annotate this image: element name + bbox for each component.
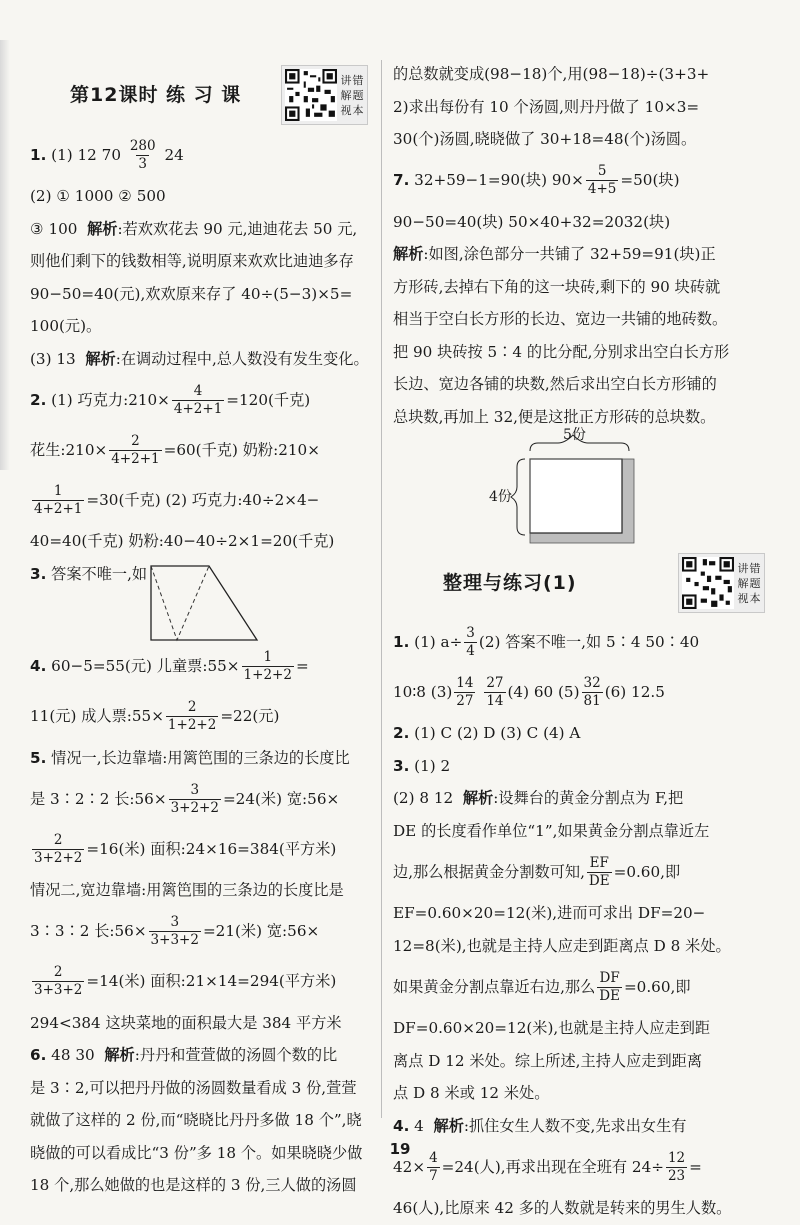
answer-line: 晓做的可以看成比“3 份”多 18 个。如果晓晓少做: [30, 1143, 363, 1162]
fraction: $\frac{3}{3+3+2}$: [150, 914, 199, 948]
answer-line: 11(元) 成人票:55× $\frac{2}{1+2+2}$ =22(元): [30, 699, 280, 733]
fraction: $\frac{3}{3+2+2}$: [170, 781, 219, 816]
answer-line: 是 3∶2∶2 长:56× $\frac{3}{3+2+2}$ =24(米) 宽:56×: [30, 781, 340, 816]
fraction: $\frac{4}{4+2+1}$: [173, 382, 223, 417]
answer-line: 90−50=40(元),欢欢原来存了 40÷(5−3)×5=: [30, 284, 353, 303]
diagram-side-label: 4份: [489, 489, 512, 505]
answer-line: 3. 答案不唯一,如: [30, 558, 368, 642]
answer-line: 2. (1) C (2) D (3) C (4) A: [393, 724, 581, 742]
review1-qr[interactable]: [678, 553, 765, 613]
answer-line: 1. (1) 12 70 $\frac{280}{3}$ 24: [30, 137, 184, 172]
answer-line: 90−50=40(块) 50×40+32=2032(块): [393, 212, 671, 231]
answer-line: 100(元)。: [30, 317, 102, 335]
qr-code-icon: [285, 69, 337, 121]
right-column: [393, 58, 765, 1225]
diagram-top-label: 5份: [563, 427, 586, 443]
fraction: $\frac{EF}{DE}$: [588, 854, 610, 889]
qr-label: 讲 解 视 错 题 本: [340, 73, 364, 117]
answer-line: DE 的长度看作单位“1”,如果黄金分割点靠近左: [393, 821, 710, 840]
answer-line: 7. 32+59−1=90(块) 90× $\frac{5}{4+5}$ =50(块): [393, 163, 680, 197]
page-edge-shadow: [0, 40, 10, 470]
fraction: $\frac{2}{3+3+2}$: [34, 964, 83, 998]
lesson12-title: 第12课时 练 习 课: [70, 83, 242, 106]
answer-line: ③ 100 解析 :若欢欢花去 90 元,迪迪花去 50 元,: [30, 219, 358, 238]
fraction: $\frac{5}{4+5}$: [587, 163, 617, 197]
column-divider: [381, 60, 382, 1118]
answer-line: 10∶8 (3) $\frac{14}{27}$ $\frac{27}{14}$ (4) 60 (5) $\frac{32}{81}$ (6) 12.5: [393, 674, 665, 709]
answer-line: 294<384 这块菜地的面积最大是 384 平方米: [30, 1013, 342, 1032]
answer-line: 30(个)汤圆,晓晓做了 30+18=48(个)汤圆。: [393, 130, 697, 148]
answer-line: 3. (1) 2: [393, 756, 451, 775]
answer-line: 如果黄金分割点靠近右边,那么 $\frac{DF}{DE}$ =0.60,即: [393, 969, 691, 1004]
trapezoid-figure: [149, 564, 259, 644]
answer-line: $\frac{2}{3+3+2}$ =14(米) 面积:21×14=294(平方米): [34, 964, 337, 998]
answer-line: 点 D 8 米或 12 米处。: [393, 1084, 550, 1102]
answer-line: 相当于空白长方形的长边、宽边一共铺的地砖数。: [393, 310, 728, 328]
answer-line: 2. (1) 巧克力:210× $\frac{4}{4+2+1}$ =120(千克): [30, 382, 311, 417]
answer-line: 是 3∶2,可以把丹丹做的汤圆数量看成 3 份,萱萱: [30, 1078, 357, 1097]
answer-line: 4. 4 解析 :抓住女生人数不变,先求出女生有: [393, 1116, 687, 1135]
answer-line: 1. (1) a÷ $\frac{3}{4}$ (2) 答案不唯一,如 5∶4 50∶40: [393, 624, 700, 659]
answer-line: 2)求出每份有 10 个汤圆,则丹丹做了 10×3=: [393, 97, 700, 116]
answer-line: 就做了这样的 2 份,而“晓晓比丹丹多做 18 个”,晓: [30, 1111, 362, 1129]
fraction: $\frac{3}{4}$: [466, 624, 475, 659]
fraction: $\frac{4}{7}$: [429, 1149, 438, 1184]
answer-line: 方形砖,去掉右下角的这一块砖,剩下的 90 块砖就: [393, 277, 721, 296]
fraction: $\frac{1}{4+2+1}$: [34, 482, 83, 517]
answer-line: 总块数,再加上 32,便是这批正方形砖的总块数。: [393, 407, 716, 426]
answer-line: 解析 :如图,涂色部分一共铺了 32+59=91(块)正: [393, 245, 716, 263]
answer-line: 边,那么根据黄金分割数可知, $\frac{EF}{DE}$ =0.60,即: [393, 854, 681, 889]
answer-line: DF=0.60×20=12(米),也就是主持人应走到距: [393, 1019, 711, 1037]
answer-line: 的总数就变成(98−18)个,用(98−18)÷(3+3+: [393, 65, 710, 83]
lesson12-answers: [30, 130, 368, 1202]
answer-line: 46(人),比原来 42 多的人数就是转来的男生人数。: [393, 1199, 732, 1217]
answer-line: 12=8(米),也就是主持人应走到距离点 D 8 米处。: [393, 936, 731, 955]
answer-line: 6. 48 30 解析 :丹丹和萱萱做的汤圆个数的比: [30, 1046, 338, 1064]
answer-line: 则他们剩下的钱数相等,说明原来欢欢比迪迪多存: [30, 252, 354, 270]
fraction: $\frac{14}{27}$: [456, 674, 474, 709]
answer-line: 3∶3∶2 长:56× $\frac{3}{3+3+2}$ =21(米) 宽:56×: [30, 914, 320, 948]
answer-line: 42× $\frac{4}{7}$ =24(人),再求出现在全班有 24÷ $\frac{12}{23}$ =: [393, 1149, 702, 1184]
answer-line: $\frac{1}{4+2+1}$ =30(千克) (2) 巧克力:40÷2×4−: [34, 482, 320, 517]
fraction: $\frac{12}{23}$: [667, 1149, 686, 1184]
answer-line: 18 个,那么她做的也是这样的 3 份,三人做的汤圆: [30, 1176, 357, 1194]
fraction: $\frac{280}{3}$: [129, 137, 156, 172]
page-number: 19: [389, 1140, 411, 1158]
answer-line: 把 90 块砖按 5∶4 的比分配,分别求出空白长方形: [393, 342, 730, 361]
fraction: $\frac{32}{81}$: [583, 674, 601, 709]
answer-line: 情况二,宽边靠墙:用篱笆围的三条边的长度比是: [30, 881, 344, 899]
answer-line: 离点 D 12 米处。综上所述,主持人应走到距离: [393, 1051, 703, 1070]
answer-line: $\frac{2}{3+2+2}$ =16(米) 面积:24×16=384(平方米): [34, 831, 337, 866]
qr-code-icon: [682, 557, 734, 609]
tile-diagram: [393, 427, 765, 549]
fraction: $\frac{DF}{DE}$: [599, 969, 620, 1004]
answer-line: 4. 60−5=55(元) 儿童票:55× $\frac{1}{1+2+2}$ =: [30, 649, 309, 683]
answer-line: EF=0.60×20=12(米),进而可求出 DF=20−: [393, 904, 706, 922]
answer-line: 40=40(千克) 奶粉:40−40÷2×1=20(千克): [30, 532, 335, 550]
fraction: $\frac{1}{1+2+2}$: [243, 649, 292, 683]
review1-heading: [393, 549, 765, 617]
lesson12-qr[interactable]: [281, 65, 368, 125]
fraction: $\frac{2}{1+2+2}$: [167, 699, 217, 733]
review1-title: 整理与练习(1): [443, 571, 577, 594]
answer-line: (2) 8 12 解析 :设舞台的黄金分割点为 F,把: [393, 789, 684, 807]
answer-line: 长边、宽边各铺的块数,然后求出空白长方形铺的: [393, 375, 717, 393]
qr-label: 讲 解 视 错 题 本: [737, 561, 761, 605]
answer-line: (3) 13 解析 :在调动过程中,总人数没有发生变化。: [30, 349, 369, 368]
answer-line: 花生:210× $\frac{2}{4+2+1}$ =60(千克) 奶粉:210×: [30, 432, 320, 467]
answer-line: (2) ① 1000 ② 500: [30, 187, 166, 205]
fraction: $\frac{27}{14}$: [486, 674, 504, 709]
answer-line: 5. 情况一,长边靠墙:用篱笆围的三条边的长度比: [30, 748, 350, 767]
left-column: [30, 60, 368, 1202]
fraction: $\frac{2}{4+2+1}$: [111, 432, 160, 467]
fraction: $\frac{2}{3+2+2}$: [34, 831, 83, 866]
lesson12-heading: [30, 60, 368, 130]
